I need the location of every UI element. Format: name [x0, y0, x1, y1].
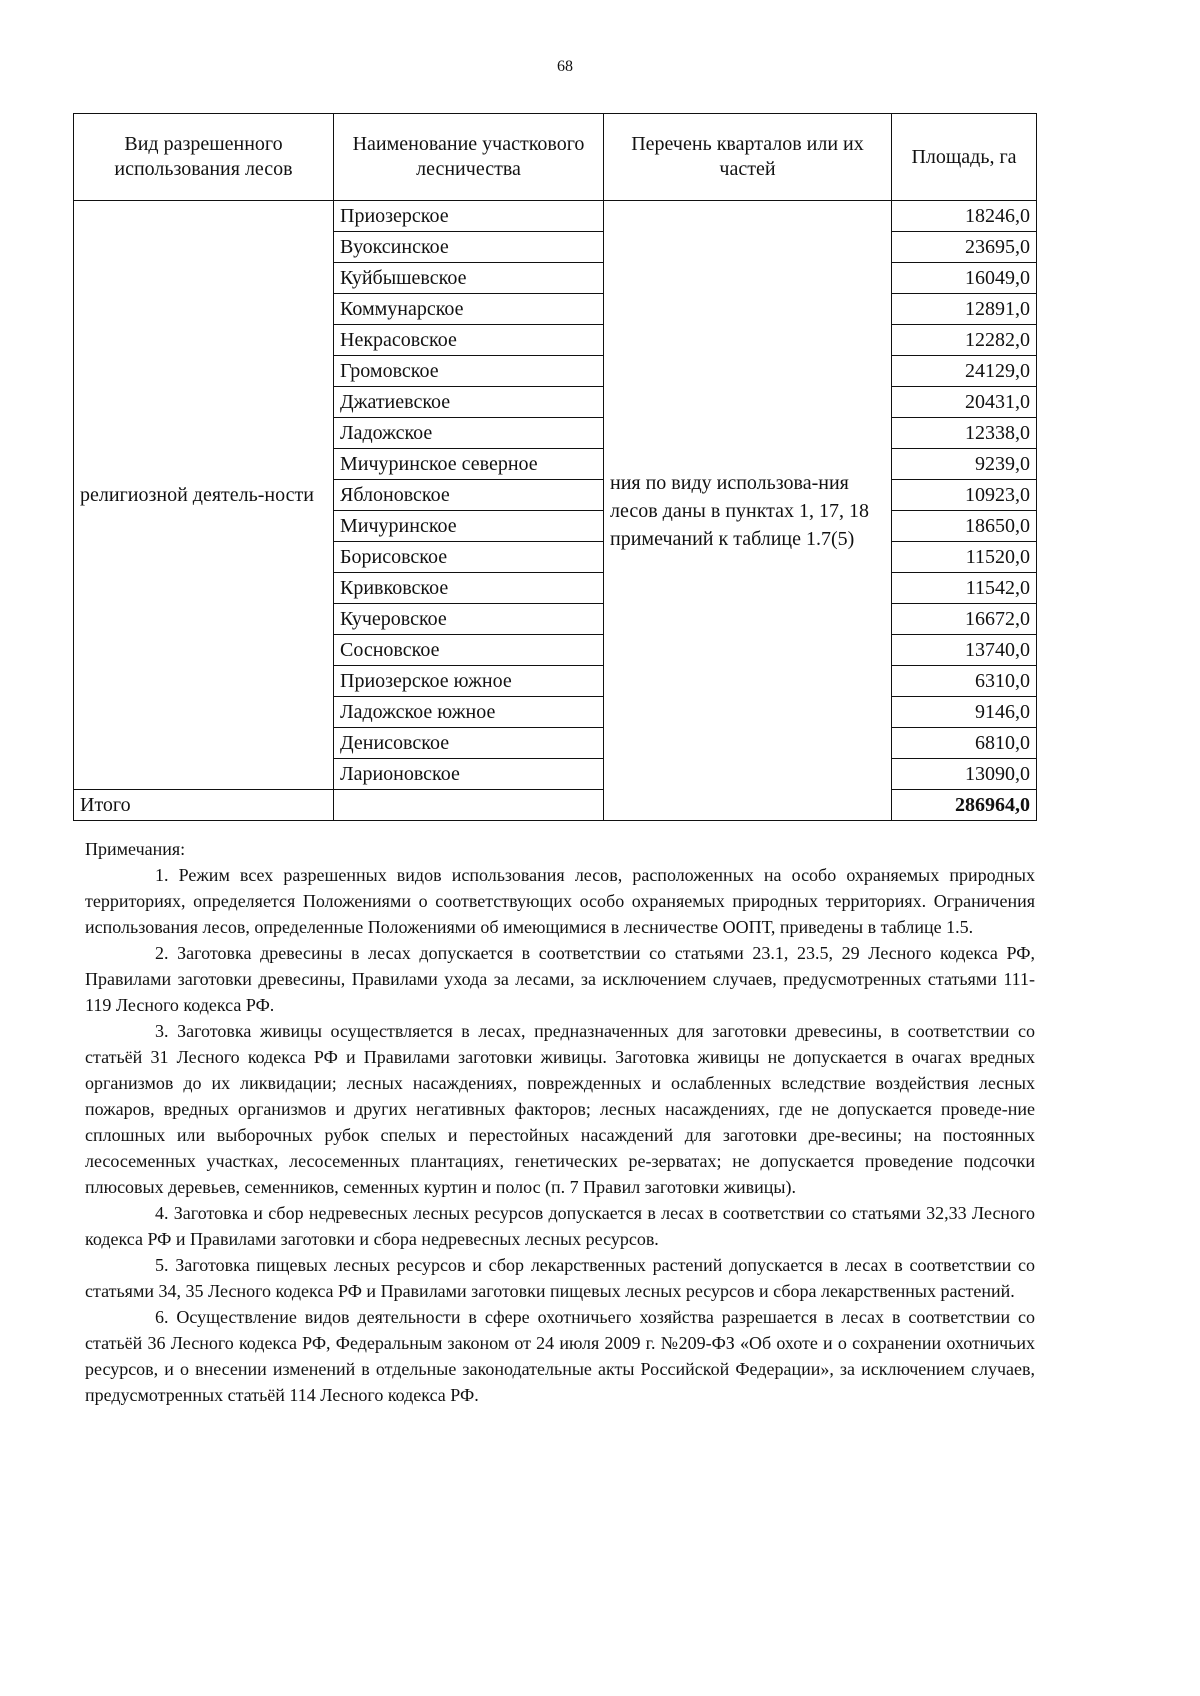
area-cell: 13740,0 — [892, 635, 1037, 666]
total-empty-cell — [334, 790, 604, 821]
header-use-type: Вид разрешенного использования лесов — [74, 114, 334, 201]
area-cell: 12282,0 — [892, 325, 1037, 356]
use-type-cell: религиозной деятель-ности — [74, 201, 334, 790]
forestry-name-cell: Некрасовское — [334, 325, 604, 356]
forestry-name-cell: Ладожское — [334, 418, 604, 449]
total-area: 286964,0 — [892, 790, 1037, 821]
forestry-name-cell: Борисовское — [334, 542, 604, 573]
forestry-name-cell: Коммунарское — [334, 294, 604, 325]
total-row — [74, 790, 1037, 821]
header-forestry: Наименование участкового лесничества — [334, 114, 604, 201]
area-cell: 16049,0 — [892, 263, 1037, 294]
note-item: 1. Режим всех разрешенных видов использования лесов, расположенных на особо охраняемых природных территориях, определяется Положениями о соответствующих особо охраняемых природных территориях. Ограничения использования лесов, определенные Положениями об имеющимися в лесничестве ООПТ, приведены в таблице 1.5. — [85, 865, 1035, 937]
area-cell: 6810,0 — [892, 728, 1037, 759]
table-body — [74, 201, 1037, 821]
forestry-name-cell: Кучеровское — [334, 604, 604, 635]
area-cell: 9146,0 — [892, 697, 1037, 728]
forestry-name-cell: Сосновское — [334, 635, 604, 666]
forestry-name-cell: Кривковское — [334, 573, 604, 604]
forestry-name-cell: Вуоксинское — [334, 232, 604, 263]
area-cell: 18650,0 — [892, 511, 1037, 542]
note-item: 4. Заготовка и сбор недревесных лесных ресурсов допускается в лесах в соответствии со статьями 32,33 Лесного кодекса РФ и Правилами заготовки и сбора недревесных лесных ресурсов. — [85, 1203, 1035, 1249]
area-cell: 20431,0 — [892, 387, 1037, 418]
note-item: 3. Заготовка живицы осуществляется в лесах, предназначенных для заготовки древесины, в соответствии со статьёй 31 Лесного кодекса РФ и Правилами заготовки живицы. Заготовка живицы не допускается в очагах вредных организмов до их ликвидации; лесных насаждениях, поврежденных и ослабленных вследствие воздействия лесных пожаров, вредных организмов и других негативных факторов; лесных насаждениях, где не допускается проведе-ние сплошных или выборочных рубок спелых и перестойных насаждений для заготовки дре-весины; на постоянных лесосеменных участках, лесосеменных плантациях, генетических ре-зерватах; не допускается проведение подсочки плюсовых деревьев, семенников, семенных куртин и полос (п. 7 Правил заготовки живицы). — [85, 1021, 1035, 1197]
table-row — [74, 201, 1037, 232]
area-cell: 24129,0 — [892, 356, 1037, 387]
forestry-name-cell: Куйбышевское — [334, 263, 604, 294]
forestry-name-cell: Денисовское — [334, 728, 604, 759]
area-cell: 12338,0 — [892, 418, 1037, 449]
header-area: Площадь, га — [892, 114, 1037, 201]
area-cell: 18246,0 — [892, 201, 1037, 232]
notes-heading: Примечания: — [85, 839, 186, 859]
area-cell: 13090,0 — [892, 759, 1037, 790]
header-quarters: Перечень кварталов или их частей — [604, 114, 892, 201]
forestry-name-cell: Мичуринское северное — [334, 449, 604, 480]
note-item: 6. Осуществление видов деятельности в сфере охотничьего хозяйства разрешается в лесах в соответствии со статьёй 36 Лесного кодекса РФ, Федеральным законом от 24 июля 2009 г. №209-ФЗ «Об охоте и о сохранении охотничьих ресурсов, и о внесении изменений в отдельные законодательные акты Российской Федерации», за исключением случаев, предусмотренных статьёй 114 Лесного кодекса РФ. — [85, 1307, 1035, 1405]
area-cell: 12891,0 — [892, 294, 1037, 325]
area-cell: 23695,0 — [892, 232, 1037, 263]
note-item: 5. Заготовка пищевых лесных ресурсов и сбор лекарственных растений допускается в лесах в соответствии со статьями 34, 35 Лесного кодекса РФ и Правилами заготовки пищевых лесных ресурсов и сбора лекарственных растений. — [85, 1255, 1035, 1301]
area-cell: 16672,0 — [892, 604, 1037, 635]
forestry-name-cell: Ладожское южное — [334, 697, 604, 728]
area-cell: 9239,0 — [892, 449, 1037, 480]
forest-use-table — [73, 113, 1037, 821]
forestry-name-cell: Ларионовское — [334, 759, 604, 790]
forestry-name-cell: Приозерское южное — [334, 666, 604, 697]
note-item: 2. Заготовка древесины в лесах допускается в соответствии со статьями 23.1, 23.5, 29 Лесного кодекса РФ, Правилами заготовки древесины, Правилами ухода за лесами, за исключением случаев, предусмотренных статьями 111-119 Лесного кодекса РФ. — [85, 943, 1035, 1015]
quarters-cell: ния по виду использова-ния лесов даны в пунктах 1, 17, 18 примечаний к таблице 1.7(5) — [604, 201, 892, 821]
area-cell: 11520,0 — [892, 542, 1037, 573]
forestry-name-cell: Приозерское — [334, 201, 604, 232]
forestry-name-cell: Мичуринское — [334, 511, 604, 542]
forestry-name-cell: Джатиевское — [334, 387, 604, 418]
table-header-row — [74, 114, 1037, 201]
area-cell: 6310,0 — [892, 666, 1037, 697]
area-cell: 10923,0 — [892, 480, 1037, 511]
forestry-name-cell: Яблоновское — [334, 480, 604, 511]
notes-list — [85, 862, 1035, 1408]
forestry-name-cell: Громовское — [334, 356, 604, 387]
total-label: Итого — [74, 790, 334, 821]
area-cell: 11542,0 — [892, 573, 1037, 604]
notes-section — [85, 836, 1035, 1408]
page-number: 68 — [557, 58, 573, 75]
